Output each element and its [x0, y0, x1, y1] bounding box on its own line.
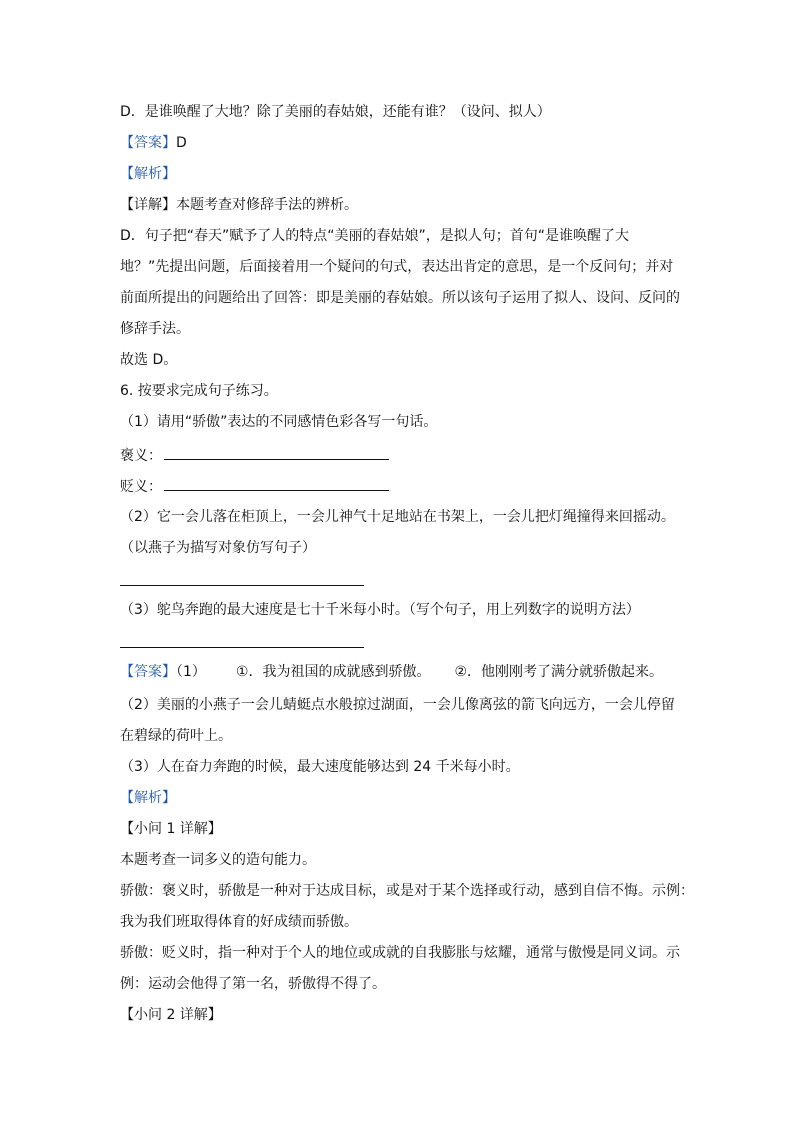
answer-tag: 【答案】 — [120, 664, 176, 680]
praise-answer-row — [120, 445, 389, 466]
q6-analysis-tag: 【解析】 — [120, 790, 176, 806]
derog-blank[interactable] — [164, 476, 389, 491]
praise-label: 褒义： — [120, 448, 162, 464]
sub1-tag: 【小问 1 详解】 — [120, 821, 222, 837]
q5-detail-row — [120, 195, 358, 215]
ans2-line-2: 在碧绿的荷叶上。 — [120, 728, 232, 744]
q6-title: 6. 按要求完成句子练习。 — [120, 383, 278, 399]
detail-tag: 【详解】 — [120, 197, 176, 213]
answer-value: D — [176, 135, 187, 151]
derog-explain-line-2: 例：运动会他得了第一名，骄傲得不得了。 — [120, 976, 386, 992]
q6-part3-prompt: （3）鸵鸟奔跑的最大速度是七十千米每小时。（写个句子，用上列数字的说明方法） — [120, 602, 640, 618]
detail-text: 本题考查对修辞手法的辨析。 — [176, 197, 358, 213]
sub1-text: 本题考查一词多义的造句能力。 — [120, 852, 316, 868]
q5-explain-line-1: D．句子把“春天”赋予了人的特点“美丽的春姑娘”，是拟人句；首句“是谁唤醒了大 — [120, 228, 630, 244]
ans1-b: ②．他刚刚考了满分就骄傲起来。 — [454, 664, 664, 680]
q5-explain-line-4: 修辞手法。 — [120, 321, 190, 337]
q6-answer-row — [120, 662, 663, 682]
q5-explain-line-3: 前面所提出的问题给出了回答：即是美丽的春姑娘。所以该句子运用了拟人、设问、反问的 — [120, 290, 680, 306]
q6-part2-line-2: （以燕子为描写对象仿写句子） — [120, 540, 316, 556]
q6-part2-line-1: （2）它一会儿落在柜顶上，一会儿神气十足地站在书架上，一会儿把灯绳撞得来回摇动。 — [120, 509, 675, 525]
ans1-a: ①．我为祖国的成就感到骄傲。 — [235, 664, 431, 680]
q5-explain-line-2: 地？”先提出问题，后面接着用一个疑问的句式，表达出肯定的意思，是一个反问句；并对 — [120, 259, 674, 275]
option-d: D．是谁唤醒了大地？除了美丽的春姑娘，还能有谁？（设问、拟人） — [120, 104, 551, 120]
q5-analysis-tag: 【解析】 — [120, 166, 176, 182]
sub2-tag: 【小问 2 详解】 — [120, 1007, 222, 1023]
ans3: （3）人在奋力奔跑的时候，最大速度能够达到 24 千米每小时。 — [120, 759, 520, 775]
q5-conclusion: 故选 D。 — [120, 352, 178, 368]
praise-explain-line-1: 骄傲：褒义时，骄傲是一种对于达成目标，或是对于某个选择或行动，感到自信不悔。示例： — [120, 883, 694, 899]
derog-label: 贬义： — [120, 479, 162, 495]
q5-answer-row — [120, 133, 187, 153]
derog-explain-line-1: 骄傲：贬义时，指一种对于个人的地位或成就的自我膨胀与炫耀，通常与傲慢是同义词。示 — [120, 945, 680, 961]
part3-answer-blank[interactable] — [120, 647, 364, 648]
praise-blank[interactable] — [164, 445, 389, 460]
q6-part1-prompt: （1）请用“骄傲”表达的不同感情色彩各写一句话。 — [120, 414, 438, 430]
ans2-line-1: （2）美丽的小燕子一会儿蜻蜓点水般掠过湖面，一会儿像离弦的箭飞向远方，一会儿停留 — [120, 697, 675, 713]
derog-answer-row — [120, 476, 389, 497]
part2-answer-blank[interactable] — [120, 585, 364, 586]
praise-explain-line-2: 我为我们班取得体育的好成绩而骄傲。 — [120, 914, 358, 930]
ans1-prefix: （1） — [176, 664, 206, 680]
answer-tag: 【答案】 — [120, 135, 176, 151]
